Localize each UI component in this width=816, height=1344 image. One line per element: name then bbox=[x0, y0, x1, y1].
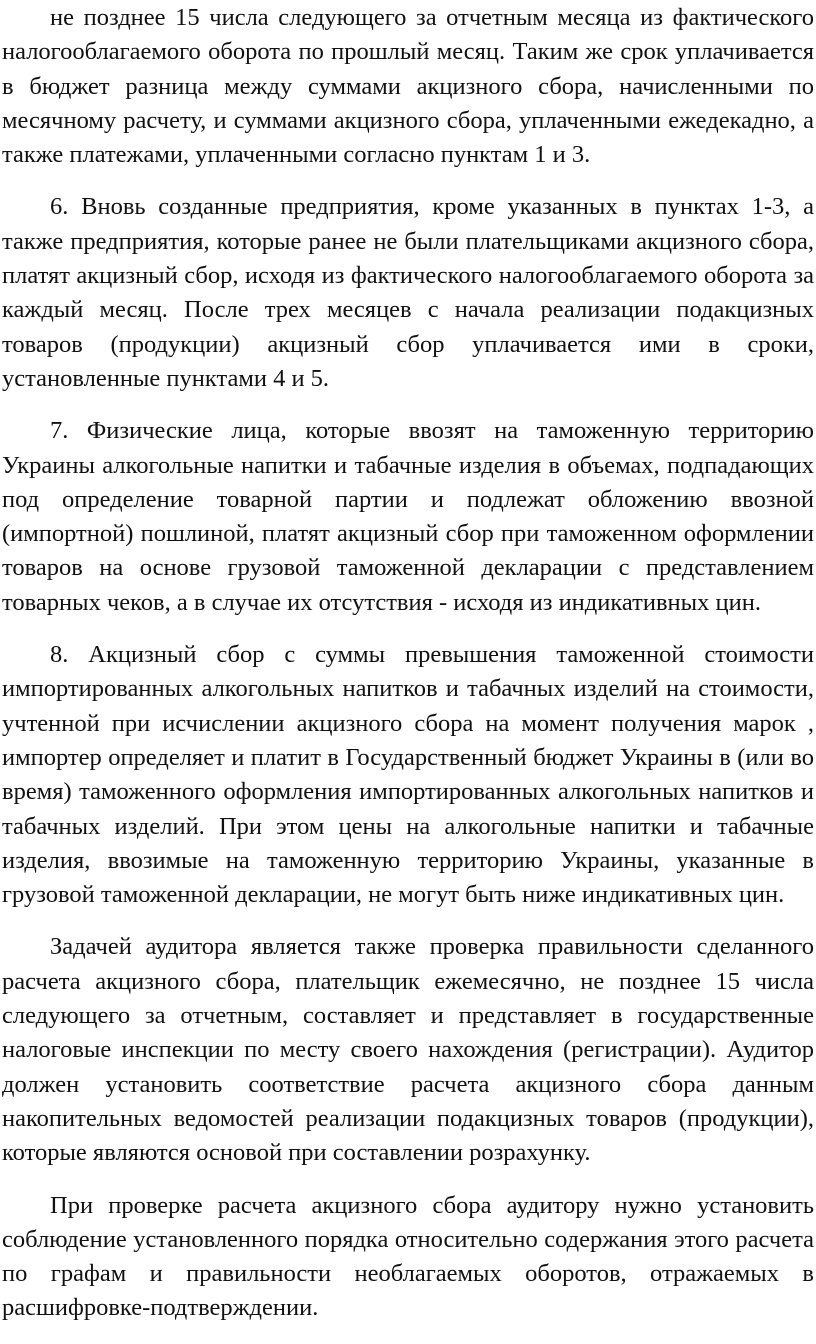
paragraph-continuation: не позднее 15 числа следующего за отчетным месяца из фактического налогооблагаемого оборота по прошлый месяц. Таким же срок уплачивается в бюджет разница между суммами акцизного сбора, начисленными по месячному расчету, и суммами акцизного сбора, уплаченными ежедекадно, а также платежами, уплаченными согласно пунктам 1 и 3. bbox=[2, 4, 814, 169]
paragraph-item-6: 6. Вновь созданные предприятия, кроме указанных в пунктах 1-3, а также предприятия, которые ранее не были плательщиками акцизного сбора, платят акцизный сбор, исходя из фактического налогооблагаемого оборота за каждый месяц. После трех месяцев с начала реализации подакцизных товаров (продукции) акцизный сбор уплачивается ими в сроки, установленные пунктами 4 и 5. bbox=[2, 193, 814, 392]
paragraph-item-8: 8. Акцизный сбор с суммы превышения таможенной стоимости импортированных алкогольных напитков и табачных изделий на стоимости, учтенной при исчислении акцизного сбора на момент получения марок , импортер определяет и платит в Государственный бюджет Украины в (или во время) таможенного оформления импортированных алкогольных напитков и табачных изделий. При этом цены на алкогольные напитки и табачные изделия, ввозимые на таможенную территорию Украины, указанные в грузовой таможенной декларации, не могут быть ниже индикативных цин. bbox=[2, 641, 814, 909]
paragraph-item-7: 7. Физические лица, которые ввозят на таможенную территорию Украины алкогольные напитки и табачные изделия в объемах, подпадающих под определение товарной партии и подлежат обложению ввозной (импортной) пошлиной, платят акцизный сбор при таможенном оформлении товаров на основе грузовой таможенной декларации с представлением товарных чеков, а в случае их отсутствия - исходя из индикативных цин. bbox=[2, 417, 814, 616]
paragraph-calculation-check: При проверке расчета акцизного сбора аудитору нужно установить соблюдение установленного порядка относительно содержания этого расчета по графам и правильности необлагаемых оборотов, отражаемых в расшифровке-подтверждении. bbox=[2, 1191, 814, 1322]
paragraph-auditor-task: Задачей аудитора является также проверка правильности сделанного расчета акцизного сбора, плательщик ежемесячно, не позднее 15 числа следующего за отчетным, составляет и представляет в государственные налоговые инспекции по месту своего нахождения (регистрации). Аудитор должен установить соответствие расчета акцизного сбора данным накопительных ведомостей реализации подакцизных товаров (продукции), которые являются основой при составлении розрахунку. bbox=[2, 933, 814, 1167]
